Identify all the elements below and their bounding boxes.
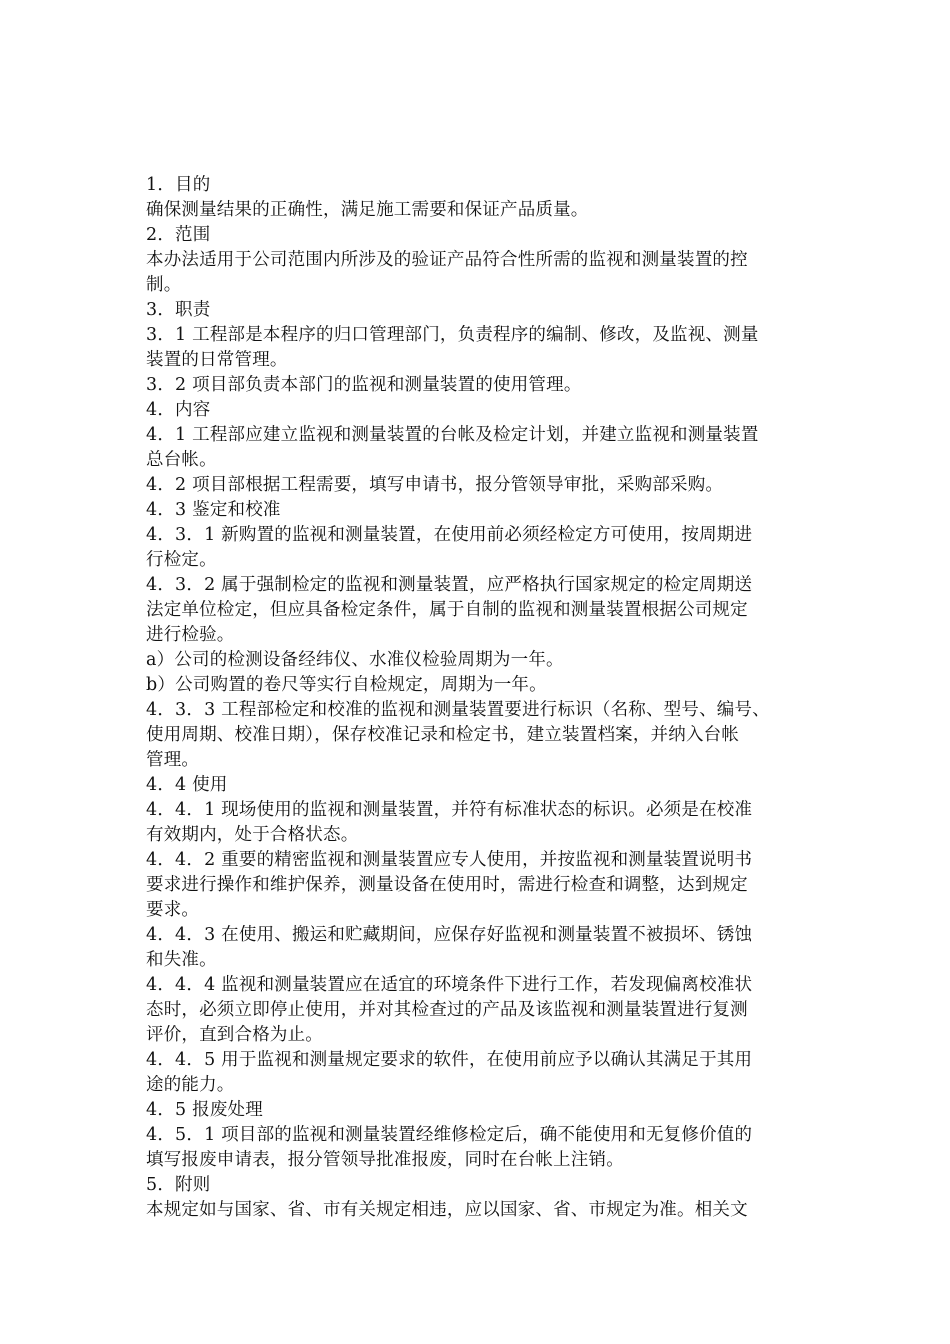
- section-heading-responsibilities: 3．职责: [146, 300, 211, 320]
- subsection-heading-disposal: 4．5 报废处理: [146, 1100, 263, 1120]
- section-heading-content: 4．内容: [146, 400, 211, 420]
- section-heading-supplementary: 5．附则: [146, 1175, 211, 1195]
- paragraph-line: 本办法适用于公司范围内所涉及的验证产品符合性所需的监视和测量装置的控: [146, 250, 748, 270]
- paragraph-line: 评价，直到合格为止。: [146, 1025, 323, 1045]
- paragraph-line: 要求。: [146, 900, 200, 920]
- paragraph-line: 4．3．1 新购置的监视和测量装置，在使用前必须经检定方可使用，按周期进: [146, 525, 753, 545]
- paragraph-line: 4．4．1 现场使用的监视和测量装置，并符有标准状态的标识。必须是在校准: [146, 800, 753, 820]
- paragraph-line: 总台帐。: [146, 450, 217, 470]
- section-heading-scope: 2．范围: [146, 225, 211, 245]
- paragraph-line: 4．5．1 项目部的监视和测量装置经维修检定后，确不能使用和无复修价值的: [146, 1125, 753, 1145]
- paragraph-line: 装置的日常管理。: [146, 350, 288, 370]
- paragraph-line: 本规定如与国家、省、市有关规定相违，应以国家、省、市规定为准。相关文: [146, 1200, 748, 1220]
- paragraph-line: 和失准。: [146, 950, 217, 970]
- list-item: a）公司的检测设备经纬仪、水准仪检验周期为一年。: [146, 650, 564, 670]
- paragraph-line: 要求进行操作和维护保养，测量设备在使用时，需进行检查和调整，达到规定: [146, 875, 748, 895]
- paragraph-line: 态时，必须立即停止使用，并对其检查过的产品及该监视和测量装置进行复测: [146, 1000, 748, 1020]
- paragraph-line: 3．1 工程部是本程序的归口管理部门，负责程序的编制、修改，及监视、测量: [146, 325, 759, 345]
- list-item: b）公司购置的卷尺等实行自检规定，周期为一年。: [146, 675, 547, 695]
- paragraph-line: 法定单位检定，但应具备检定条件，属于自制的监视和测量装置根据公司规定: [146, 600, 748, 620]
- paragraph-line: 途的能力。: [146, 1075, 235, 1095]
- section-heading-purpose: 1．目的: [146, 175, 211, 195]
- paragraph-line: 4．3．3 工程部检定和校准的监视和测量装置要进行标识（名称、型号、编号、: [146, 700, 770, 720]
- paragraph-line: 4．2 项目部根据工程需要，填写申请书，报分管领导审批，采购部采购。: [146, 475, 724, 495]
- paragraph-line: 4．1 工程部应建立监视和测量装置的台帐及检定计划，并建立监视和测量装置: [146, 425, 759, 445]
- paragraph-line: 使用周期、校准日期），保存校准记录和检定书，建立装置档案，并纳入台帐: [146, 725, 740, 745]
- subsection-heading-calibration: 4．3 鉴定和校准: [146, 500, 281, 520]
- paragraph-line: 4．3．2 属于强制检定的监视和测量装置，应严格执行国家规定的检定周期送: [146, 575, 753, 595]
- subsection-heading-usage: 4．4 使用: [146, 775, 228, 795]
- paragraph-line: 4．4．5 用于监视和测量规定要求的软件，在使用前应予以确认其满足于其用: [146, 1050, 753, 1070]
- paragraph-line: 行检定。: [146, 550, 217, 570]
- paragraph-line: 有效期内，处于合格状态。: [146, 825, 359, 845]
- paragraph-line: 管理。: [146, 750, 200, 770]
- paragraph-line: 制。: [146, 275, 182, 295]
- paragraph-line: 4．4．2 重要的精密监视和测量装置应专人使用，并按监视和测量装置说明书: [146, 850, 753, 870]
- document-body: [146, 173, 818, 1223]
- paragraph-line: 填写报废申请表，报分管领导批准报废，同时在台帐上注销。: [146, 1150, 624, 1170]
- paragraph-line: 4．4．3 在使用、搬运和贮藏期间，应保存好监视和测量装置不被损坏、锈蚀: [146, 925, 753, 945]
- paragraph-line: 确保测量结果的正确性，满足施工需要和保证产品质量。: [146, 200, 589, 220]
- paragraph-line: 3．2 项目部负责本部门的监视和测量装置的使用管理。: [146, 375, 582, 395]
- paragraph-line: 进行检验。: [146, 625, 235, 645]
- paragraph-line: 4．4．4 监视和测量装置应在适宜的环境条件下进行工作，若发现偏离校准状: [146, 975, 753, 995]
